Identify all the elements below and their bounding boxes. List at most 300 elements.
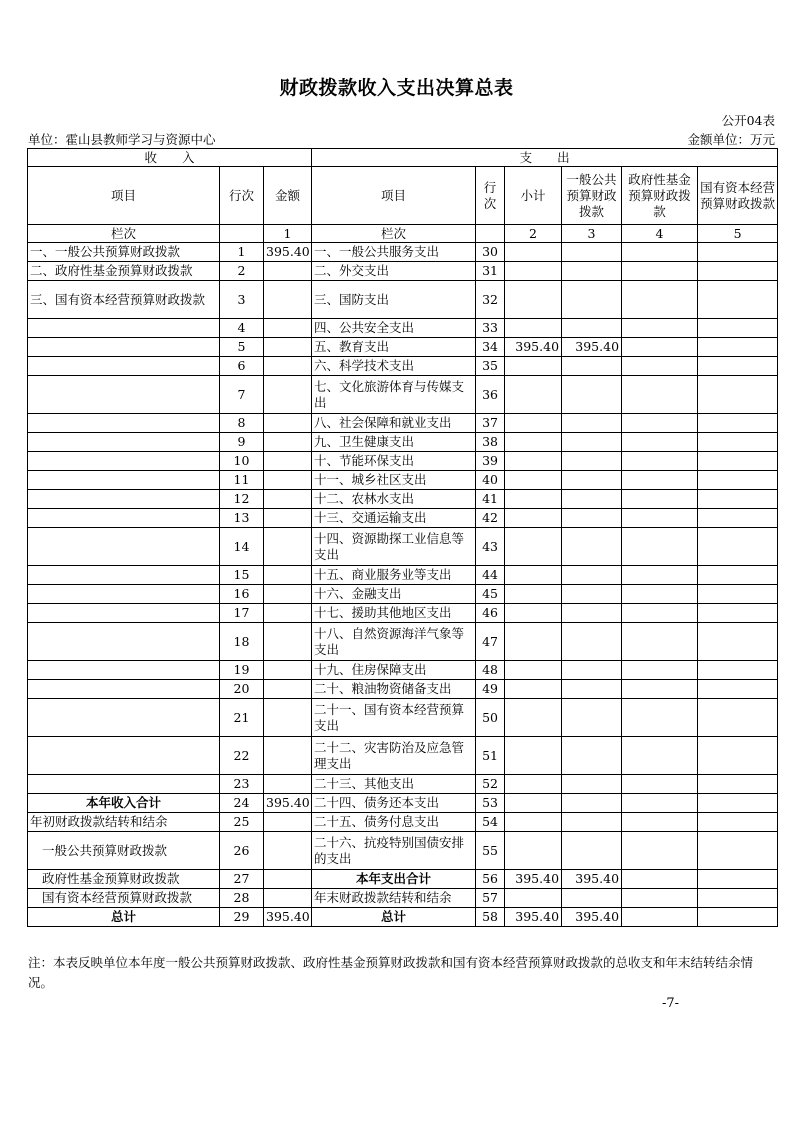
general-budget-cell [562, 262, 622, 281]
table-row [28, 433, 778, 452]
income-amount-cell: 395.40 [264, 908, 312, 927]
soe-budget-cell [698, 585, 778, 604]
expense-row-no-cell: 45 [476, 585, 505, 604]
subtotal-cell [505, 832, 562, 870]
expense-item-cell: 八、社会保障和就业支出 [312, 414, 476, 433]
expense-row-no-cell: 51 [476, 737, 505, 775]
table-row [28, 376, 778, 414]
expense-row-no-cell: 55 [476, 832, 505, 870]
table-row [28, 509, 778, 528]
income-amount-cell [264, 889, 312, 908]
general-budget-cell: 395.40 [562, 338, 622, 357]
income-item-cell [28, 528, 220, 566]
table-row [28, 889, 778, 908]
income-amount-cell [264, 452, 312, 471]
soe-budget-cell [698, 528, 778, 566]
income-amount-cell [264, 319, 312, 338]
table-row [28, 737, 778, 775]
fund-budget-cell [622, 604, 698, 623]
subtotal-cell [505, 471, 562, 490]
fund-budget-cell [622, 319, 698, 338]
expense-row-no-cell: 41 [476, 490, 505, 509]
subtotal-cell [505, 490, 562, 509]
table-row [28, 813, 778, 832]
income-row-no-cell: 4 [220, 319, 264, 338]
general-budget-cell [562, 832, 622, 870]
general-budget-cell [562, 490, 622, 509]
income-row-no-cell: 13 [220, 509, 264, 528]
general-budget-cell [562, 699, 622, 737]
subtotal-cell [505, 737, 562, 775]
fund-budget-header: 政府性基金预算财政拨款 [622, 167, 698, 225]
expense-item-cell: 十三、交通运输支出 [312, 509, 476, 528]
expense-row-no-cell: 48 [476, 661, 505, 680]
expense-row-no-cell: 49 [476, 680, 505, 699]
subtotal-cell [505, 623, 562, 661]
income-item-cell [28, 585, 220, 604]
general-budget-cell [562, 376, 622, 414]
fund-budget-cell [622, 262, 698, 281]
fund-budget-cell [622, 452, 698, 471]
page-number: -7- [662, 996, 680, 1011]
general-budget-cell [562, 794, 622, 813]
expense-item-cell: 五、教育支出 [312, 338, 476, 357]
soe-budget-cell [698, 433, 778, 452]
income-item-cell: 本年收入合计 [28, 794, 220, 813]
soe-budget-cell [698, 870, 778, 889]
expense-row-no-cell: 57 [476, 889, 505, 908]
general-budget-cell [562, 775, 622, 794]
table-row [28, 832, 778, 870]
expense-item-cell: 十六、金融支出 [312, 585, 476, 604]
table-row [28, 680, 778, 699]
subtotal-cell [505, 528, 562, 566]
col-number-soe: 5 [698, 225, 778, 243]
subtotal-cell [505, 699, 562, 737]
fund-budget-cell [622, 585, 698, 604]
soe-budget-cell [698, 319, 778, 338]
expense-row-no-cell: 43 [476, 528, 505, 566]
general-budget-cell [562, 623, 622, 661]
expense-row-no-header: 行次 [476, 167, 505, 225]
income-row-no-cell: 27 [220, 870, 264, 889]
expense-item-cell: 二十二、灾害防治及应急管理支出 [312, 737, 476, 775]
income-row-no-cell: 16 [220, 585, 264, 604]
subtotal-cell [505, 357, 562, 376]
income-amount-cell [264, 509, 312, 528]
income-amount-cell [264, 680, 312, 699]
income-row-no-cell: 8 [220, 414, 264, 433]
soe-budget-cell [698, 471, 778, 490]
general-budget-cell [562, 281, 622, 319]
subtotal-cell [505, 509, 562, 528]
fund-budget-cell [622, 870, 698, 889]
expense-item-cell: 年末财政拨款结转和结余 [312, 889, 476, 908]
income-item-cell: 二、政府性基金预算财政拨款 [28, 262, 220, 281]
column-header-row [28, 167, 778, 225]
income-row-no-cell: 24 [220, 794, 264, 813]
income-item-cell: 政府性基金预算财政拨款 [28, 870, 220, 889]
soe-budget-cell [698, 794, 778, 813]
fund-budget-cell [622, 699, 698, 737]
income-item-cell: 国有资本经营预算财政拨款 [28, 889, 220, 908]
expense-item-cell: 十七、援助其他地区支出 [312, 604, 476, 623]
subtotal-cell [505, 794, 562, 813]
fund-budget-cell [622, 338, 698, 357]
col-number-expense-empty [476, 225, 505, 243]
income-row-no-cell: 23 [220, 775, 264, 794]
section-header-row [28, 149, 778, 167]
subtotal-cell [505, 604, 562, 623]
income-row-no-cell: 2 [220, 262, 264, 281]
soe-budget-cell [698, 566, 778, 585]
income-amount-cell [264, 604, 312, 623]
general-budget-cell [562, 737, 622, 775]
expense-row-no-cell: 39 [476, 452, 505, 471]
expense-item-cell: 六、科学技术支出 [312, 357, 476, 376]
fund-budget-cell [622, 471, 698, 490]
fund-budget-cell [622, 794, 698, 813]
general-budget-cell [562, 528, 622, 566]
expense-item-cell: 四、公共安全支出 [312, 319, 476, 338]
soe-budget-cell [698, 376, 778, 414]
general-budget-cell [562, 661, 622, 680]
fund-budget-cell [622, 661, 698, 680]
soe-budget-cell [698, 813, 778, 832]
col-number-label: 栏次 [28, 225, 220, 243]
table-row [28, 661, 778, 680]
table-row [28, 262, 778, 281]
subtotal-cell [505, 319, 562, 338]
fund-budget-cell [622, 908, 698, 927]
subtotal-cell [505, 376, 562, 414]
income-amount-cell [264, 414, 312, 433]
expense-item-cell: 九、卫生健康支出 [312, 433, 476, 452]
income-row-no-cell: 17 [220, 604, 264, 623]
table-row [28, 794, 778, 813]
general-budget-cell [562, 452, 622, 471]
soe-budget-cell [698, 832, 778, 870]
income-row-no-cell: 19 [220, 661, 264, 680]
income-row-no-cell: 26 [220, 832, 264, 870]
expense-item-header: 项目 [312, 167, 476, 225]
income-amount-cell [264, 623, 312, 661]
income-amount-cell [264, 661, 312, 680]
general-budget-cell [562, 471, 622, 490]
fund-budget-cell [622, 737, 698, 775]
income-row-no-cell: 12 [220, 490, 264, 509]
table-row [28, 699, 778, 737]
subtotal-cell [505, 262, 562, 281]
footnote: 注：本表反映单位本年度一般公共预算财政拨款、政府性基金预算财政拨款和国有资本经营预算财政拨款的总收支和年末结转结余情况。 [28, 955, 754, 990]
soe-budget-cell [698, 680, 778, 699]
expense-item-cell: 二十五、债务付息支出 [312, 813, 476, 832]
soe-budget-cell [698, 623, 778, 661]
expense-item-cell: 总计 [312, 908, 476, 927]
income-item-cell: 总计 [28, 908, 220, 927]
subtotal-cell: 395.40 [505, 870, 562, 889]
income-amount-cell [264, 813, 312, 832]
income-amount-cell [264, 699, 312, 737]
income-amount-cell [264, 262, 312, 281]
income-row-no-cell: 1 [220, 243, 264, 262]
unit-label: 单位：霍山县教师学习与资源中心 [28, 132, 216, 147]
subtotal-cell [505, 414, 562, 433]
subtotal-cell [505, 889, 562, 908]
income-item-cell [28, 566, 220, 585]
income-item-header: 项目 [28, 167, 220, 225]
expense-item-cell: 二十一、国有资本经营预算支出 [312, 699, 476, 737]
income-item-cell [28, 433, 220, 452]
income-amount-cell [264, 433, 312, 452]
income-amount-cell [264, 281, 312, 319]
income-amount-cell [264, 357, 312, 376]
budget-table [27, 148, 778, 927]
general-budget-cell [562, 243, 622, 262]
income-item-cell [28, 319, 220, 338]
income-item-cell [28, 338, 220, 357]
income-row-no-cell: 6 [220, 357, 264, 376]
soe-budget-cell [698, 452, 778, 471]
expense-item-cell: 二十六、抗疫特别国债安排的支出 [312, 832, 476, 870]
fund-budget-cell [622, 889, 698, 908]
income-amount-header: 金额 [264, 167, 312, 225]
table-row [28, 870, 778, 889]
income-row-no-cell: 10 [220, 452, 264, 471]
fund-budget-cell [622, 357, 698, 376]
income-amount-cell [264, 338, 312, 357]
general-budget-cell [562, 889, 622, 908]
expense-row-no-cell: 58 [476, 908, 505, 927]
expense-item-cell: 十四、资源勘探工业信息等支出 [312, 528, 476, 566]
expense-item-cell: 十五、商业服务业等支出 [312, 566, 476, 585]
expense-row-no-cell: 35 [476, 357, 505, 376]
expense-row-no-cell: 38 [476, 433, 505, 452]
income-item-cell: 三、国有资本经营预算财政拨款 [28, 281, 220, 319]
income-amount-cell [264, 490, 312, 509]
income-item-cell [28, 490, 220, 509]
income-row-no-cell: 15 [220, 566, 264, 585]
fund-budget-cell [622, 680, 698, 699]
income-amount-cell: 395.40 [264, 243, 312, 262]
soe-budget-cell [698, 908, 778, 927]
subtotal-cell [505, 813, 562, 832]
income-item-cell [28, 509, 220, 528]
general-budget-cell [562, 585, 622, 604]
income-item-cell [28, 452, 220, 471]
income-row-no-cell: 14 [220, 528, 264, 566]
expense-row-no-cell: 40 [476, 471, 505, 490]
expense-item-cell: 十、节能环保支出 [312, 452, 476, 471]
soe-budget-cell [698, 775, 778, 794]
income-item-cell [28, 661, 220, 680]
col-number-subtotal: 2 [505, 225, 562, 243]
income-row-no-cell: 9 [220, 433, 264, 452]
income-amount-cell: 395.40 [264, 794, 312, 813]
expense-row-no-cell: 31 [476, 262, 505, 281]
income-row-no-cell: 25 [220, 813, 264, 832]
income-row-no-cell: 3 [220, 281, 264, 319]
table-row [28, 471, 778, 490]
table-row [28, 357, 778, 376]
table-row [28, 604, 778, 623]
table-row [28, 319, 778, 338]
general-budget-header: 一般公共预算财政拨款 [562, 167, 622, 225]
income-amount-cell [264, 775, 312, 794]
income-amount-cell [264, 376, 312, 414]
soe-budget-cell [698, 338, 778, 357]
fund-budget-cell [622, 528, 698, 566]
subtotal-cell [505, 433, 562, 452]
table-row [28, 775, 778, 794]
column-number-row [28, 225, 778, 243]
table-row [28, 585, 778, 604]
fund-budget-cell [622, 490, 698, 509]
general-budget-cell [562, 414, 622, 433]
expense-row-no-cell: 34 [476, 338, 505, 357]
fund-budget-cell [622, 433, 698, 452]
subtotal-cell [505, 243, 562, 262]
subtotal-cell [505, 566, 562, 585]
fund-budget-cell [622, 243, 698, 262]
col-number-empty [220, 225, 264, 243]
table-row [28, 414, 778, 433]
income-row-no-cell: 22 [220, 737, 264, 775]
expense-item-cell: 本年支出合计 [312, 870, 476, 889]
soe-budget-cell [698, 357, 778, 376]
general-budget-cell [562, 357, 622, 376]
income-amount-cell [264, 870, 312, 889]
expense-row-no-cell: 33 [476, 319, 505, 338]
general-budget-cell [562, 680, 622, 699]
subtotal-cell [505, 661, 562, 680]
fund-budget-cell [622, 623, 698, 661]
general-budget-cell: 395.40 [562, 908, 622, 927]
expense-row-no-cell: 46 [476, 604, 505, 623]
fund-budget-cell [622, 509, 698, 528]
fund-budget-cell [622, 566, 698, 585]
soe-budget-cell [698, 262, 778, 281]
expense-item-cell: 三、国防支出 [312, 281, 476, 319]
income-item-cell [28, 699, 220, 737]
income-row-no-cell: 28 [220, 889, 264, 908]
expense-item-cell: 十二、农林水支出 [312, 490, 476, 509]
general-budget-cell [562, 566, 622, 585]
expense-row-no-cell: 32 [476, 281, 505, 319]
form-number: 公开04表 [721, 113, 775, 128]
general-budget-cell: 395.40 [562, 870, 622, 889]
income-item-cell [28, 376, 220, 414]
table-row [28, 566, 778, 585]
soe-budget-cell [698, 243, 778, 262]
money-unit-label: 金额单位：万元 [687, 132, 775, 147]
income-row-no-cell: 20 [220, 680, 264, 699]
expense-item-cell: 二十四、债务还本支出 [312, 794, 476, 813]
subtotal-cell [505, 775, 562, 794]
general-budget-cell [562, 433, 622, 452]
subtotal-cell [505, 680, 562, 699]
subtotal-header: 小计 [505, 167, 562, 225]
expense-item-cell: 一、一般公共服务支出 [312, 243, 476, 262]
fund-budget-cell [622, 832, 698, 870]
income-amount-cell [264, 585, 312, 604]
expense-row-no-cell: 56 [476, 870, 505, 889]
income-amount-cell [264, 737, 312, 775]
table-row [28, 908, 778, 927]
fund-budget-cell [622, 775, 698, 794]
expense-row-no-cell: 42 [476, 509, 505, 528]
income-section-header: 收 入 [28, 149, 312, 167]
expense-row-no-cell: 50 [476, 699, 505, 737]
income-item-cell [28, 737, 220, 775]
col-number-expense-label: 栏次 [312, 225, 476, 243]
table-row [28, 281, 778, 319]
soe-budget-cell [698, 509, 778, 528]
expense-item-cell: 十一、城乡社区支出 [312, 471, 476, 490]
expense-row-no-cell: 36 [476, 376, 505, 414]
subtotal-cell: 395.40 [505, 908, 562, 927]
fund-budget-cell [622, 376, 698, 414]
table-row [28, 243, 778, 262]
soe-budget-cell [698, 661, 778, 680]
soe-budget-cell [698, 414, 778, 433]
income-item-cell [28, 775, 220, 794]
income-row-no-cell: 29 [220, 908, 264, 927]
general-budget-cell [562, 604, 622, 623]
subtotal-cell [505, 281, 562, 319]
fund-budget-cell [622, 281, 698, 319]
subtotal-cell [505, 585, 562, 604]
expense-row-no-cell: 44 [476, 566, 505, 585]
income-item-cell [28, 471, 220, 490]
income-item-cell [28, 604, 220, 623]
income-amount-cell [264, 566, 312, 585]
table-row [28, 452, 778, 471]
income-item-cell [28, 414, 220, 433]
subtotal-cell: 395.40 [505, 338, 562, 357]
soe-budget-cell [698, 281, 778, 319]
expense-item-cell: 七、文化旅游体育与传媒支出 [312, 376, 476, 414]
income-row-no-cell: 11 [220, 471, 264, 490]
col-number-amount: 1 [264, 225, 312, 243]
income-row-no-cell: 18 [220, 623, 264, 661]
table-row [28, 338, 778, 357]
expense-row-no-cell: 30 [476, 243, 505, 262]
expense-item-cell: 十八、自然资源海洋气象等支出 [312, 623, 476, 661]
income-amount-cell [264, 832, 312, 870]
soe-budget-cell [698, 737, 778, 775]
income-item-cell: 一、一般公共预算财政拨款 [28, 243, 220, 262]
income-item-cell: 年初财政拨款结转和结余 [28, 813, 220, 832]
fund-budget-cell [622, 414, 698, 433]
soe-budget-cell [698, 889, 778, 908]
general-budget-cell [562, 509, 622, 528]
soe-budget-header: 国有资本经营预算财政拨款 [698, 167, 778, 225]
table-row [28, 623, 778, 661]
income-amount-cell [264, 471, 312, 490]
expense-row-no-cell: 47 [476, 623, 505, 661]
subtotal-cell [505, 452, 562, 471]
soe-budget-cell [698, 604, 778, 623]
income-item-cell [28, 680, 220, 699]
col-number-fund: 4 [622, 225, 698, 243]
income-item-cell [28, 623, 220, 661]
col-number-general: 3 [562, 225, 622, 243]
table-row [28, 490, 778, 509]
expense-section-header: 支 出 [312, 149, 778, 167]
general-budget-cell [562, 813, 622, 832]
income-item-cell [28, 357, 220, 376]
